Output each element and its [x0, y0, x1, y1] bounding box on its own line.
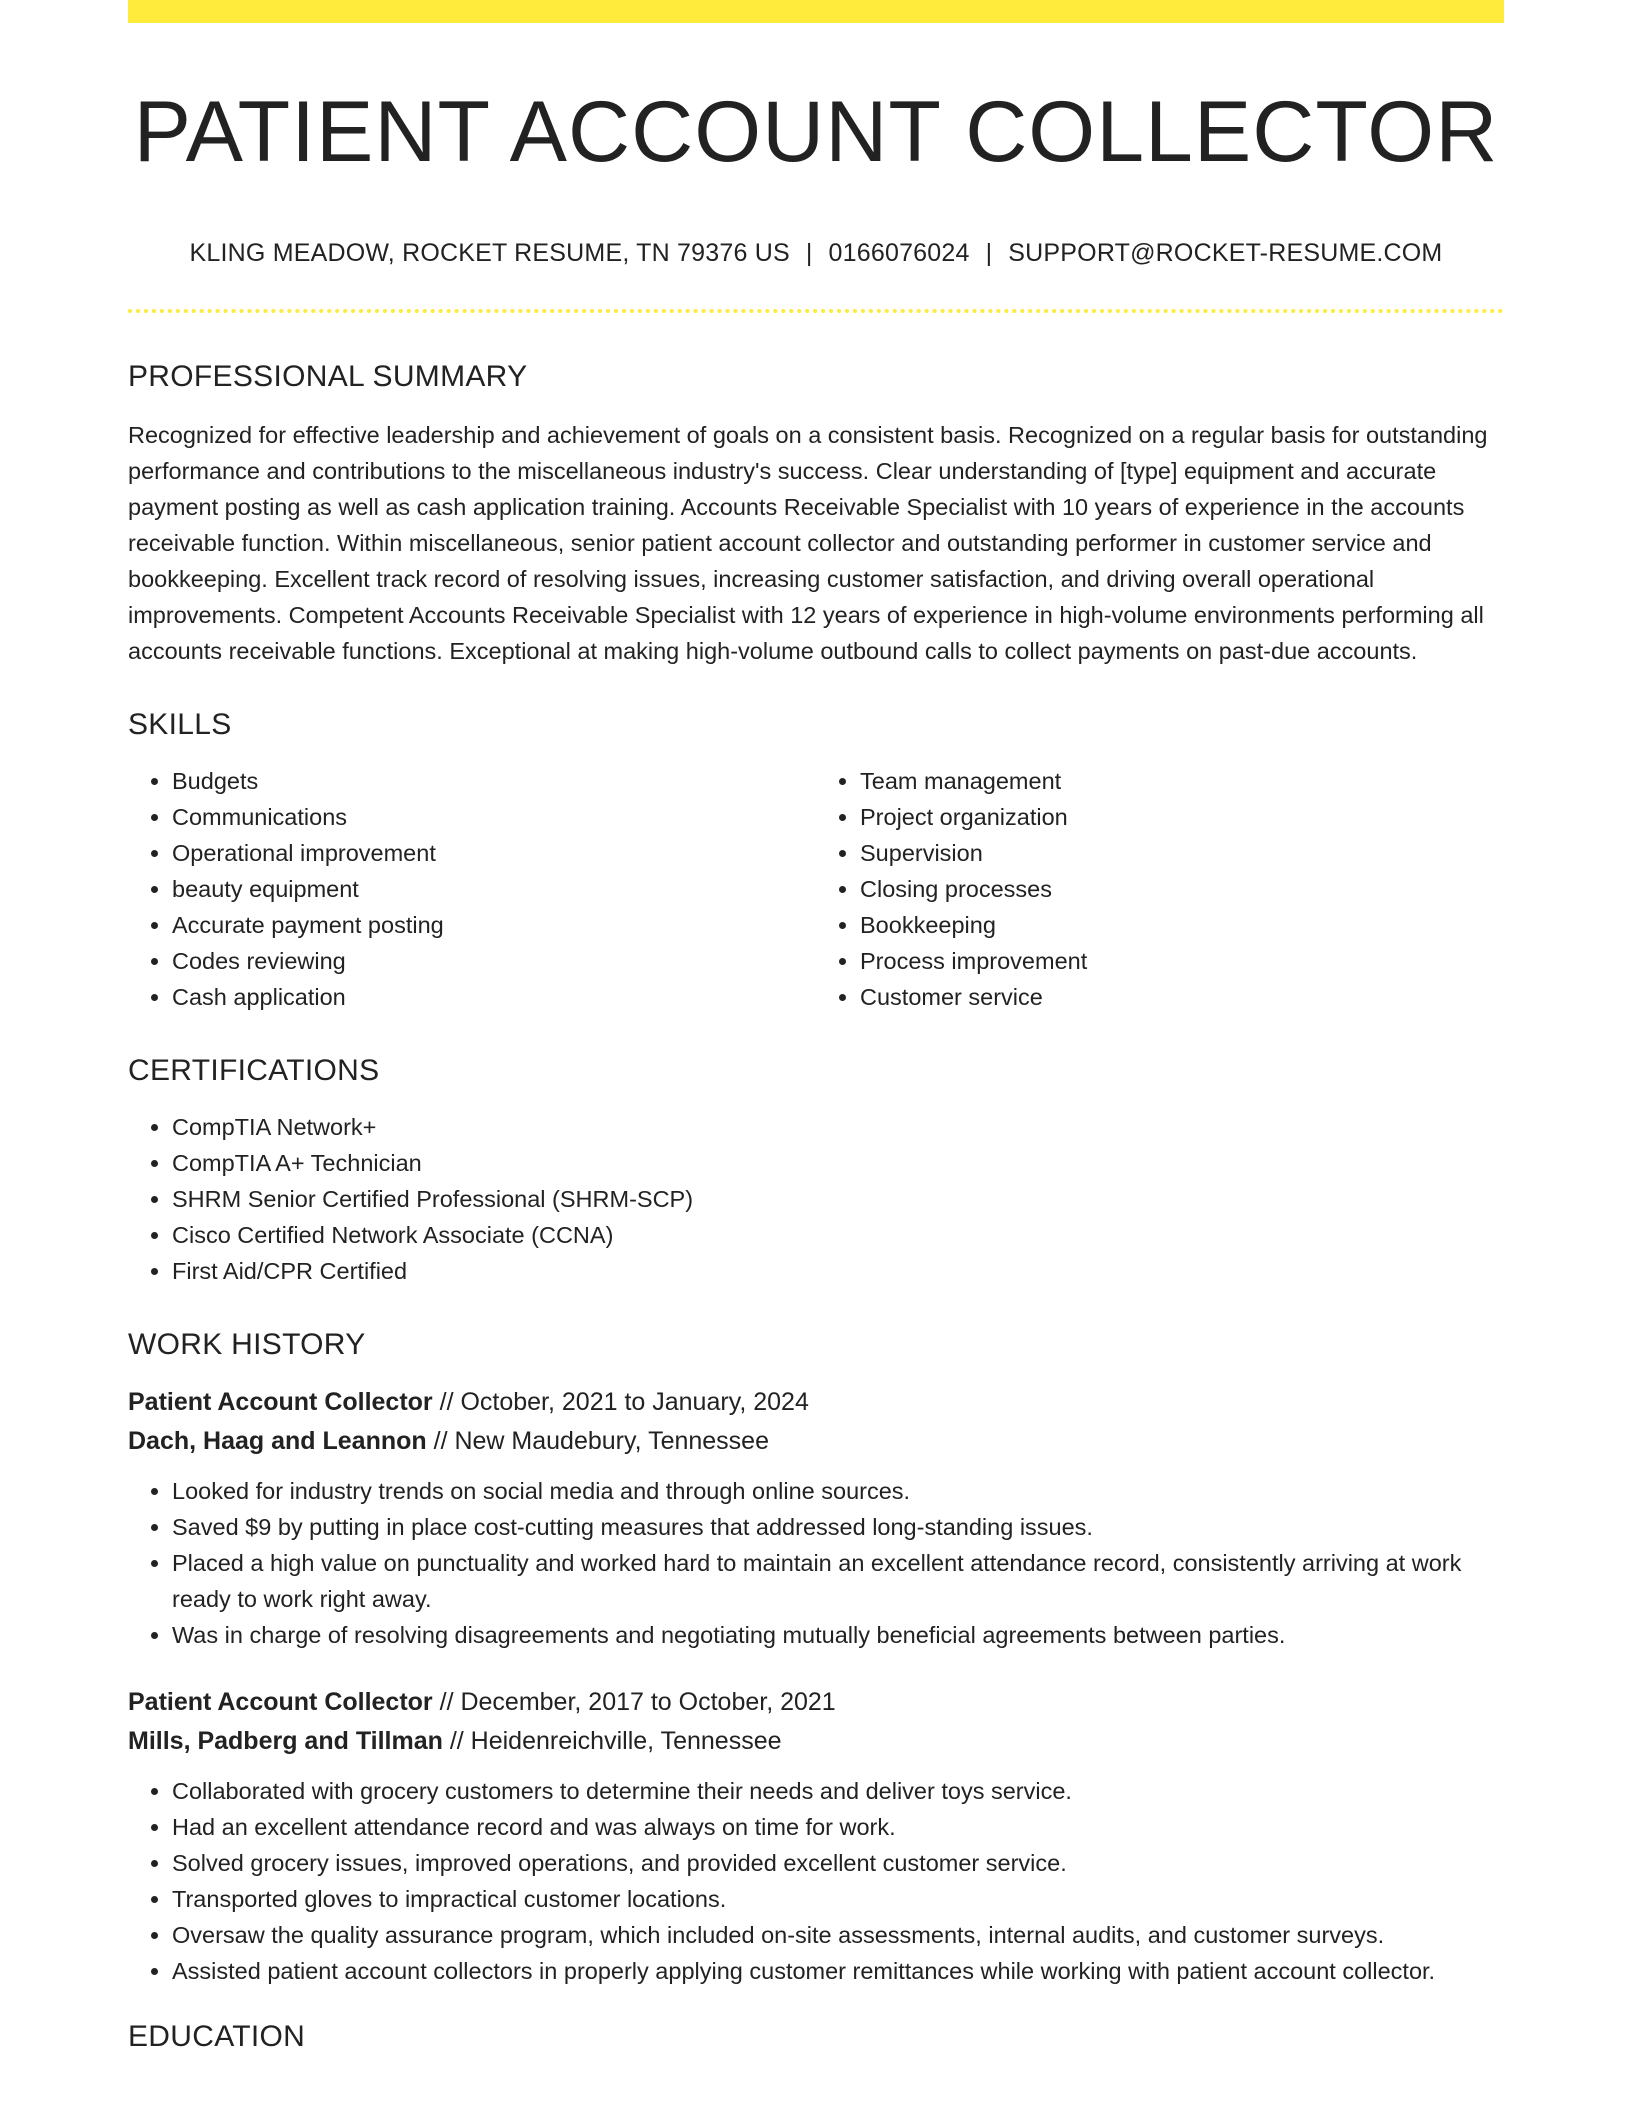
- contact-line: [128, 238, 1504, 268]
- job-role: Patient Account Collector: [128, 1687, 433, 1716]
- job-duty: • Transported gloves to impractical customer locations.: [172, 1881, 1504, 1917]
- skill-item: • Project organization: [860, 799, 1504, 835]
- job-duty: • Was in charge of resolving disagreements and negotiating mutually beneficial agreements between parties.: [172, 1617, 1504, 1653]
- job-duty: • Assisted patient account collectors in properly applying customer remittances while working with patient account collector.: [172, 1953, 1504, 1989]
- job-duties: [128, 1773, 1504, 1989]
- job-duty: • Saved $9 by putting in place cost-cutting measures that addressed long-standing issues.: [172, 1509, 1504, 1545]
- skill-item: • Codes reviewing: [172, 943, 816, 979]
- work-history-heading: WORK HISTORY: [128, 1327, 366, 1361]
- job-company-line: [128, 1722, 1504, 1761]
- skill-item: • Cash application: [172, 979, 816, 1015]
- certification-item: • CompTIA A+ Technician: [172, 1145, 1504, 1181]
- job-title-line: [128, 1683, 1504, 1722]
- job-duty: • Solved grocery issues, improved operations, and provided excellent customer service.: [172, 1845, 1504, 1881]
- certifications-heading: CERTIFICATIONS: [128, 1053, 380, 1087]
- job-duty: • Oversaw the quality assurance program, which included on-site assessments, internal audits, and customer surveys.: [172, 1917, 1504, 1953]
- skill-item: • Supervision: [860, 835, 1504, 871]
- skills-column-right: [816, 763, 1504, 1015]
- skills-column-left: [128, 763, 816, 1015]
- certification-item: • SHRM Senior Certified Professional (SHRM-SCP): [172, 1181, 1504, 1217]
- skill-item: • Bookkeeping: [860, 907, 1504, 943]
- job-title-line: [128, 1383, 1504, 1422]
- job-entry: [128, 1383, 1504, 1653]
- skill-item: • Team management: [860, 763, 1504, 799]
- skill-item: • Accurate payment posting: [172, 907, 816, 943]
- accent-bar: [128, 0, 1504, 23]
- job-duty: • Looked for industry trends on social media and through online sources.: [172, 1473, 1504, 1509]
- skills-list: [128, 763, 1504, 1015]
- job-dates: // October, 2021 to January, 2024: [432, 1387, 809, 1416]
- email-link[interactable]: SUPPORT@ROCKET-RESUME.COM: [1008, 238, 1443, 267]
- contact-separator: |: [985, 238, 993, 267]
- job-location: // Heidenreichville, Tennessee: [442, 1726, 782, 1755]
- education-heading: EDUCATION: [128, 2019, 306, 2053]
- job-company-line: [128, 1422, 1504, 1461]
- certification-item: • First Aid/CPR Certified: [172, 1253, 1504, 1289]
- job-duty: • Placed a high value on punctuality and worked hard to maintain an excellent attendance record, consistently arriving at work ready to work right away.: [172, 1545, 1504, 1617]
- skills-heading: SKILLS: [128, 707, 232, 741]
- certification-item: • Cisco Certified Network Associate (CCNA): [172, 1217, 1504, 1253]
- summary-heading: PROFESSIONAL SUMMARY: [128, 359, 528, 393]
- job-location: // New Maudebury, Tennessee: [426, 1426, 769, 1455]
- job-company: Dach, Haag and Leannon: [128, 1426, 427, 1455]
- dotted-divider: [128, 309, 1504, 313]
- summary-text: Recognized for effective leadership and achievement of goals on a consistent basis. Recognized on a regular basis for outstanding performance and contributions to the miscellaneous industry's success. Clear understanding of [type] equipment and accurate payment posting as well as cash application training. Accounts Receivable Specialist with 10 years of experience in the accounts receivable function. Within miscellaneous, senior patient account collector and outstanding performer in customer service and bookkeeping. Excellent track record of resolving issues, increasing customer satisfaction, and driving overall operational improvements. Competent Accounts Receivable Specialist with 12 years of experience in high-volume environments performing all accounts receivable functions. Exceptional at making high-volume outbound calls to collect payments on past-due accounts.: [128, 421, 1488, 664]
- certifications-list: [128, 1109, 1504, 1289]
- job-entry: [128, 1683, 1504, 1989]
- contact-separator: |: [805, 238, 813, 267]
- job-duty: • Had an excellent attendance record and was always on time for work.: [172, 1809, 1504, 1845]
- job-dates: // December, 2017 to October, 2021: [432, 1687, 836, 1716]
- skill-item: • Customer service: [860, 979, 1504, 1015]
- job-duties: [128, 1473, 1504, 1653]
- job-company: Mills, Padberg and Tillman: [128, 1726, 443, 1755]
- skill-item: • Operational improvement: [172, 835, 816, 871]
- skill-item: • Process improvement: [860, 943, 1504, 979]
- skill-item: • Closing processes: [860, 871, 1504, 907]
- certification-item: • CompTIA Network+: [172, 1109, 1504, 1145]
- candidate-title: PATIENT ACCOUNT COLLECTOR: [133, 84, 1499, 180]
- address: KLING MEADOW, ROCKET RESUME, TN 79376 US: [189, 238, 790, 267]
- job-role: Patient Account Collector: [128, 1387, 433, 1416]
- phone: 0166076024: [828, 238, 970, 267]
- skill-item: • Communications: [172, 799, 816, 835]
- resume-page: [128, 0, 1504, 2055]
- skill-item: • Budgets: [172, 763, 816, 799]
- skill-item: • beauty equipment: [172, 871, 816, 907]
- job-duty: • Collaborated with grocery customers to determine their needs and deliver toys service.: [172, 1773, 1504, 1809]
